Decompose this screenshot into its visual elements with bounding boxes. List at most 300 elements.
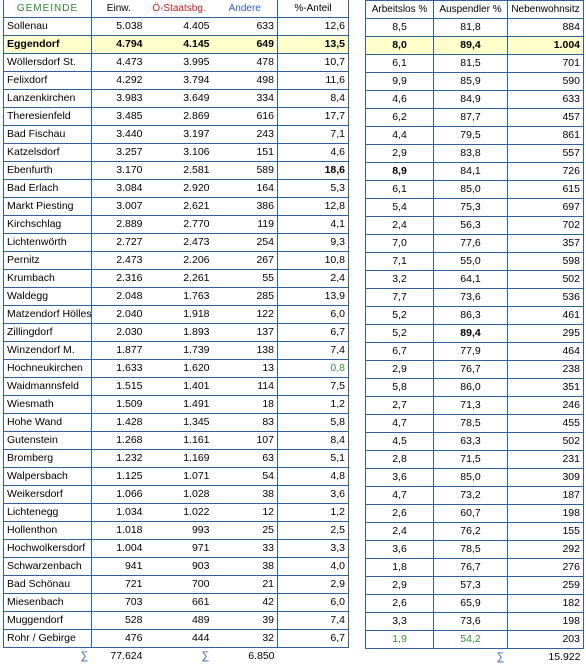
einwohner-value: 528 xyxy=(92,612,146,630)
sigma-icon: ∑ xyxy=(202,650,210,662)
table-row xyxy=(4,486,349,504)
table-row xyxy=(4,558,349,576)
municipality-name: Miesenbach xyxy=(4,594,92,612)
auspendler-value: 71,5 xyxy=(434,451,508,469)
oe-staatsbuerger-value: 3.794 xyxy=(146,72,213,90)
oe-staatsbuerger-value: 1.620 xyxy=(146,360,213,378)
oe-staatsbuerger-value: 2.920 xyxy=(146,180,213,198)
prozent-anteil-value: 2,5 xyxy=(278,522,349,540)
nebenwohnsitz-value: 198 xyxy=(508,505,584,523)
oe-staatsbuerger-value: 3.995 xyxy=(146,54,213,72)
andere-value: 25 xyxy=(213,522,278,540)
auspendler-value: 73,6 xyxy=(434,289,508,307)
arbeitslos-value: 1,8 xyxy=(366,559,434,577)
arbeitslos-value: 2,9 xyxy=(366,577,434,595)
nebenwohnsitz-value: 246 xyxy=(508,397,584,415)
oe-staatsbuerger-value: 1.028 xyxy=(146,486,213,504)
andere-value: 151 xyxy=(213,144,278,162)
nebenwohnsitz-value: 259 xyxy=(508,577,584,595)
nebenwohnsitz-value: 633 xyxy=(508,91,584,109)
nebenwohnsitz-value: 276 xyxy=(508,559,584,577)
nebenwohnsitz-value: 701 xyxy=(508,55,584,73)
table-row xyxy=(366,163,584,181)
table-row xyxy=(4,288,349,306)
prozent-anteil-value: 5,1 xyxy=(278,450,349,468)
prozent-anteil-value: 10,8 xyxy=(278,252,349,270)
einwohner-value: 2.473 xyxy=(92,252,146,270)
andere-value: 39 xyxy=(213,612,278,630)
auspendler-value: 76,7 xyxy=(434,559,508,577)
arbeitslos-value: 2,8 xyxy=(366,451,434,469)
arbeitslos-value: 7,7 xyxy=(366,289,434,307)
einwohner-value: 2.889 xyxy=(92,216,146,234)
auspendler-value: 84,9 xyxy=(434,91,508,109)
auspendler-value: 85,0 xyxy=(434,469,508,487)
einwohner-value: 2.048 xyxy=(92,288,146,306)
nebenwohnsitz-value: 557 xyxy=(508,145,584,163)
oe-staatsbuerger-value: 993 xyxy=(146,522,213,540)
prozent-anteil-value: 5,8 xyxy=(278,414,349,432)
prozent-anteil-value: 12,8 xyxy=(278,198,349,216)
table-row xyxy=(366,559,584,577)
oe-staatsbuerger-value: 1.401 xyxy=(146,378,213,396)
table-row xyxy=(4,360,349,378)
oe-staatsbuerger-value: 903 xyxy=(146,558,213,576)
arbeitslos-value: 7,0 xyxy=(366,235,434,253)
municipality-name: Bad Schönau xyxy=(4,576,92,594)
oe-staatsbuerger-value: 1.491 xyxy=(146,396,213,414)
nebenwohnsitz-value: 726 xyxy=(508,163,584,181)
arbeitslos-value: 2,6 xyxy=(366,505,434,523)
economy-header-row xyxy=(366,1,584,19)
oe-staatsbuerger-value: 4.405 xyxy=(146,18,213,36)
andere-value: 243 xyxy=(213,126,278,144)
table-row xyxy=(4,540,349,558)
sigma-icon: ∑ xyxy=(81,650,89,662)
municipality-name: Rohr / Gebirge xyxy=(4,630,92,648)
einwohner-value: 4.794 xyxy=(92,36,146,54)
table-row xyxy=(366,91,584,109)
municipality-name: Theresienfeld xyxy=(4,108,92,126)
oe-staatsbuerger-value: 1.763 xyxy=(146,288,213,306)
auspendler-value: 77,6 xyxy=(434,235,508,253)
andere-value: 12 xyxy=(213,504,278,522)
oe-staatsbuerger-value: 3.197 xyxy=(146,126,213,144)
municipality-name: Sollenau xyxy=(4,18,92,36)
oe-staatsbuerger-value: 1.071 xyxy=(146,468,213,486)
table-row xyxy=(4,432,349,450)
oe-staatsbuerger-value: 1.918 xyxy=(146,306,213,324)
einwohner-value: 3.257 xyxy=(92,144,146,162)
municipality-name: Eggendorf xyxy=(4,36,92,54)
nebenwohnsitz-value: 615 xyxy=(508,181,584,199)
table-row xyxy=(4,468,349,486)
header-nebenwohnsitz: Nebenwohnsitz xyxy=(508,1,584,19)
auspendler-value: 56,3 xyxy=(434,217,508,235)
prozent-anteil-value: 1,2 xyxy=(278,504,349,522)
arbeitslos-value: 5,4 xyxy=(366,199,434,217)
table-row xyxy=(4,378,349,396)
table-row xyxy=(4,324,349,342)
table-row xyxy=(4,522,349,540)
nebenwohnsitz-value: 182 xyxy=(508,595,584,613)
auspendler-value: 79,5 xyxy=(434,127,508,145)
table-row xyxy=(366,415,584,433)
einwohner-value: 3.007 xyxy=(92,198,146,216)
andere-value: 21 xyxy=(213,576,278,594)
oe-staatsbuerger-value: 2.206 xyxy=(146,252,213,270)
arbeitslos-value: 5,2 xyxy=(366,307,434,325)
prozent-anteil-value: 3,3 xyxy=(278,540,349,558)
nebenwohnsitz-value: 457 xyxy=(508,109,584,127)
nebenwohnsitz-value: 198 xyxy=(508,613,584,631)
table-row xyxy=(4,450,349,468)
einwohner-value: 3.084 xyxy=(92,180,146,198)
sum-einwohner: 77.624 xyxy=(92,648,146,666)
oe-staatsbuerger-value: 1.161 xyxy=(146,432,213,450)
table-row xyxy=(366,19,584,37)
auspendler-value: 86,3 xyxy=(434,307,508,325)
oe-staatsbuerger-value: 1.345 xyxy=(146,414,213,432)
table-row xyxy=(4,162,349,180)
oe-staatsbuerger-value: 2.869 xyxy=(146,108,213,126)
arbeitslos-value: 1,9 xyxy=(366,631,434,649)
andere-value: 114 xyxy=(213,378,278,396)
andere-value: 254 xyxy=(213,234,278,252)
prozent-anteil-value: 3,6 xyxy=(278,486,349,504)
einwohner-value: 3.440 xyxy=(92,126,146,144)
prozent-anteil-value: 7,1 xyxy=(278,126,349,144)
municipality-name: Kirchschlag xyxy=(4,216,92,234)
table-row xyxy=(366,469,584,487)
table-row xyxy=(366,487,584,505)
nebenwohnsitz-value: 461 xyxy=(508,307,584,325)
table-row xyxy=(4,252,349,270)
auspendler-value: 76,2 xyxy=(434,523,508,541)
table-row xyxy=(4,612,349,630)
population-header-row xyxy=(4,0,349,18)
prozent-anteil-value: 9,3 xyxy=(278,234,349,252)
einwohner-value: 3.170 xyxy=(92,162,146,180)
auspendler-value: 89,4 xyxy=(434,37,508,55)
table-row xyxy=(366,577,584,595)
auspendler-value: 55,0 xyxy=(434,253,508,271)
andere-value: 83 xyxy=(213,414,278,432)
einwohner-value: 941 xyxy=(92,558,146,576)
arbeitslos-value: 8,9 xyxy=(366,163,434,181)
prozent-anteil-value: 2,9 xyxy=(278,576,349,594)
auspendler-value: 75,3 xyxy=(434,199,508,217)
arbeitslos-value: 2,6 xyxy=(366,595,434,613)
municipality-name: Wöllersdorf St. xyxy=(4,54,92,72)
andere-value: 54 xyxy=(213,468,278,486)
andere-value: 334 xyxy=(213,90,278,108)
table-row xyxy=(4,270,349,288)
municipality-name: Lichtenwörth xyxy=(4,234,92,252)
prozent-anteil-value: 4,6 xyxy=(278,144,349,162)
arbeitslos-value: 4,4 xyxy=(366,127,434,145)
andere-value: 38 xyxy=(213,558,278,576)
nebenwohnsitz-value: 231 xyxy=(508,451,584,469)
table-row xyxy=(366,505,584,523)
sum-andere: 6.850 xyxy=(213,648,278,666)
andere-value: 616 xyxy=(213,108,278,126)
arbeitslos-value: 8,0 xyxy=(366,37,434,55)
andere-value: 498 xyxy=(213,72,278,90)
table-row xyxy=(4,414,349,432)
oe-staatsbuerger-value: 2.581 xyxy=(146,162,213,180)
table-row xyxy=(4,144,349,162)
oe-staatsbuerger-value: 1.739 xyxy=(146,342,213,360)
oe-staatsbuerger-value: 489 xyxy=(146,612,213,630)
auspendler-value: 83,8 xyxy=(434,145,508,163)
municipality-name: Waidmannsfeld xyxy=(4,378,92,396)
table-row xyxy=(366,289,584,307)
einwohner-value: 5.038 xyxy=(92,18,146,36)
arbeitslos-value: 8,5 xyxy=(366,19,434,37)
andere-value: 122 xyxy=(213,306,278,324)
einwohner-value: 1.018 xyxy=(92,522,146,540)
table-row xyxy=(4,198,349,216)
prozent-anteil-value: 6,0 xyxy=(278,306,349,324)
header-prozent-anteil: %-Anteil xyxy=(278,0,349,18)
oe-staatsbuerger-value: 2.261 xyxy=(146,270,213,288)
municipality-name: Felixdorf xyxy=(4,72,92,90)
table-row xyxy=(366,541,584,559)
municipality-name: Pernitz xyxy=(4,252,92,270)
nebenwohnsitz-value: 697 xyxy=(508,199,584,217)
nebenwohnsitz-value: 238 xyxy=(508,361,584,379)
municipality-name: Bromberg xyxy=(4,450,92,468)
oe-staatsbuerger-value: 4.145 xyxy=(146,36,213,54)
table-row xyxy=(366,523,584,541)
municipality-name: Hochwolkersdorf xyxy=(4,540,92,558)
nebenwohnsitz-value: 455 xyxy=(508,415,584,433)
andere-value: 478 xyxy=(213,54,278,72)
andere-value: 107 xyxy=(213,432,278,450)
population-table xyxy=(3,0,349,665)
table-row xyxy=(366,37,584,55)
einwohner-value: 2.316 xyxy=(92,270,146,288)
arbeitslos-value: 3,2 xyxy=(366,271,434,289)
nebenwohnsitz-value: 502 xyxy=(508,271,584,289)
arbeitslos-value: 9,9 xyxy=(366,73,434,91)
auspendler-value: 86,0 xyxy=(434,379,508,397)
andere-value: 649 xyxy=(213,36,278,54)
nebenwohnsitz-value: 155 xyxy=(508,523,584,541)
table-row xyxy=(4,396,349,414)
arbeitslos-value: 6,2 xyxy=(366,109,434,127)
arbeitslos-value: 2,4 xyxy=(366,523,434,541)
sum-sigma-einwohner xyxy=(4,648,92,666)
prozent-anteil-value: 1,2 xyxy=(278,396,349,414)
municipality-name: Walpersbach xyxy=(4,468,92,486)
table-row xyxy=(366,253,584,271)
municipality-name: Wiesmath xyxy=(4,396,92,414)
prozent-anteil-value: 6,7 xyxy=(278,324,349,342)
table-row xyxy=(4,306,349,324)
auspendler-value: 85,9 xyxy=(434,73,508,91)
prozent-anteil-value: 0,8 xyxy=(278,360,349,378)
einwohner-value: 1.509 xyxy=(92,396,146,414)
municipality-name: Hollenthon xyxy=(4,522,92,540)
municipality-name: Winzendorf M. xyxy=(4,342,92,360)
einwohner-value: 703 xyxy=(92,594,146,612)
oe-staatsbuerger-value: 700 xyxy=(146,576,213,594)
municipality-name: Ebenfurth xyxy=(4,162,92,180)
arbeitslos-value: 2,9 xyxy=(366,145,434,163)
table-row xyxy=(366,397,584,415)
arbeitslos-value: 5,8 xyxy=(366,379,434,397)
arbeitslos-value: 5,2 xyxy=(366,325,434,343)
prozent-anteil-value: 10,7 xyxy=(278,54,349,72)
arbeitslos-value: 7,1 xyxy=(366,253,434,271)
andere-value: 267 xyxy=(213,252,278,270)
nebenwohnsitz-value: 598 xyxy=(508,253,584,271)
prozent-anteil-value: 8,4 xyxy=(278,432,349,450)
oe-staatsbuerger-value: 1.893 xyxy=(146,324,213,342)
arbeitslos-value: 2,9 xyxy=(366,361,434,379)
einwohner-value: 476 xyxy=(92,630,146,648)
table-row xyxy=(4,72,349,90)
andere-value: 63 xyxy=(213,450,278,468)
table-row xyxy=(366,217,584,235)
einwohner-value: 721 xyxy=(92,576,146,594)
andere-value: 119 xyxy=(213,216,278,234)
einwohner-value: 1.268 xyxy=(92,432,146,450)
table-row xyxy=(4,234,349,252)
arbeitslos-value: 6,1 xyxy=(366,55,434,73)
einwohner-value: 1.125 xyxy=(92,468,146,486)
arbeitslos-value: 3,6 xyxy=(366,541,434,559)
andere-value: 589 xyxy=(213,162,278,180)
nebenwohnsitz-value: 590 xyxy=(508,73,584,91)
einwohner-value: 2.030 xyxy=(92,324,146,342)
table-row xyxy=(4,18,349,36)
einwohner-value: 3.485 xyxy=(92,108,146,126)
nebenwohnsitz-value: 292 xyxy=(508,541,584,559)
einwohner-value: 1.066 xyxy=(92,486,146,504)
table-row xyxy=(366,451,584,469)
oe-staatsbuerger-value: 3.649 xyxy=(146,90,213,108)
andere-value: 138 xyxy=(213,342,278,360)
table-row xyxy=(4,504,349,522)
sum-sigma-nebenwohnsitz xyxy=(434,649,508,666)
einwohner-value: 4.292 xyxy=(92,72,146,90)
table-row xyxy=(366,109,584,127)
andere-value: 633 xyxy=(213,18,278,36)
auspendler-value: 87,7 xyxy=(434,109,508,127)
table-row xyxy=(366,433,584,451)
municipality-name: Katzelsdorf xyxy=(4,144,92,162)
auspendler-value: 73,6 xyxy=(434,613,508,631)
andere-value: 33 xyxy=(213,540,278,558)
prozent-anteil-value: 18,6 xyxy=(278,162,349,180)
table-row xyxy=(366,73,584,91)
table-row xyxy=(4,216,349,234)
auspendler-value: 81,8 xyxy=(434,19,508,37)
totals-row xyxy=(366,649,584,666)
prozent-anteil-value: 6,0 xyxy=(278,594,349,612)
prozent-anteil-value: 7,5 xyxy=(278,378,349,396)
municipality-name: Matzendorf Hölles xyxy=(4,306,92,324)
auspendler-value: 85,0 xyxy=(434,181,508,199)
table-row xyxy=(4,90,349,108)
municipality-name: Lichtenegg xyxy=(4,504,92,522)
oe-staatsbuerger-value: 971 xyxy=(146,540,213,558)
table-row xyxy=(366,145,584,163)
prozent-anteil-value: 8,4 xyxy=(278,90,349,108)
table-row xyxy=(366,271,584,289)
oe-staatsbuerger-value: 1.169 xyxy=(146,450,213,468)
table-row xyxy=(366,127,584,145)
municipality-name: Krumbach xyxy=(4,270,92,288)
prozent-anteil-value: 4,0 xyxy=(278,558,349,576)
prozent-anteil-value: 2,4 xyxy=(278,270,349,288)
andere-value: 55 xyxy=(213,270,278,288)
andere-value: 164 xyxy=(213,180,278,198)
table-row xyxy=(4,630,349,648)
table-row xyxy=(4,54,349,72)
andere-value: 137 xyxy=(213,324,278,342)
table-row xyxy=(366,235,584,253)
nebenwohnsitz-value: 536 xyxy=(508,289,584,307)
table-row xyxy=(4,180,349,198)
table-row xyxy=(4,126,349,144)
municipality-name: Hohe Wand xyxy=(4,414,92,432)
andere-value: 42 xyxy=(213,594,278,612)
nebenwohnsitz-value: 1.004 xyxy=(508,37,584,55)
table-row xyxy=(4,342,349,360)
andere-value: 13 xyxy=(213,360,278,378)
auspendler-value: 73,2 xyxy=(434,487,508,505)
header-gemeinde: GEMEINDE xyxy=(4,0,92,18)
prozent-anteil-value: 13,9 xyxy=(278,288,349,306)
oe-staatsbuerger-value: 661 xyxy=(146,594,213,612)
auspendler-value: 81,5 xyxy=(434,55,508,73)
andere-value: 285 xyxy=(213,288,278,306)
nebenwohnsitz-value: 702 xyxy=(508,217,584,235)
auspendler-value: 71,3 xyxy=(434,397,508,415)
einwohner-value: 1.004 xyxy=(92,540,146,558)
prozent-anteil-value: 4,1 xyxy=(278,216,349,234)
municipality-name: Hochneukirchen xyxy=(4,360,92,378)
auspendler-value: 57,3 xyxy=(434,577,508,595)
arbeitslos-value: 4,6 xyxy=(366,91,434,109)
header-einwohner: Einw. xyxy=(92,0,146,18)
einwohner-value: 2.040 xyxy=(92,306,146,324)
andere-value: 38 xyxy=(213,486,278,504)
nebenwohnsitz-value: 351 xyxy=(508,379,584,397)
einwohner-value: 1.232 xyxy=(92,450,146,468)
sigma-icon: ∑ xyxy=(497,651,505,663)
arbeitslos-value: 2,7 xyxy=(366,397,434,415)
nebenwohnsitz-value: 502 xyxy=(508,433,584,451)
nebenwohnsitz-value: 295 xyxy=(508,325,584,343)
arbeitslos-value: 3,6 xyxy=(366,469,434,487)
table-row xyxy=(366,199,584,217)
arbeitslos-value: 4,7 xyxy=(366,487,434,505)
table-row xyxy=(366,55,584,73)
einwohner-value: 3.983 xyxy=(92,90,146,108)
nebenwohnsitz-value: 861 xyxy=(508,127,584,145)
municipality-name: Weikersdorf xyxy=(4,486,92,504)
einwohner-value: 4.473 xyxy=(92,54,146,72)
sum-nebenwohnsitz: 15.922 xyxy=(508,649,584,666)
oe-staatsbuerger-value: 2.473 xyxy=(146,234,213,252)
nebenwohnsitz-value: 357 xyxy=(508,235,584,253)
einwohner-value: 1.877 xyxy=(92,342,146,360)
